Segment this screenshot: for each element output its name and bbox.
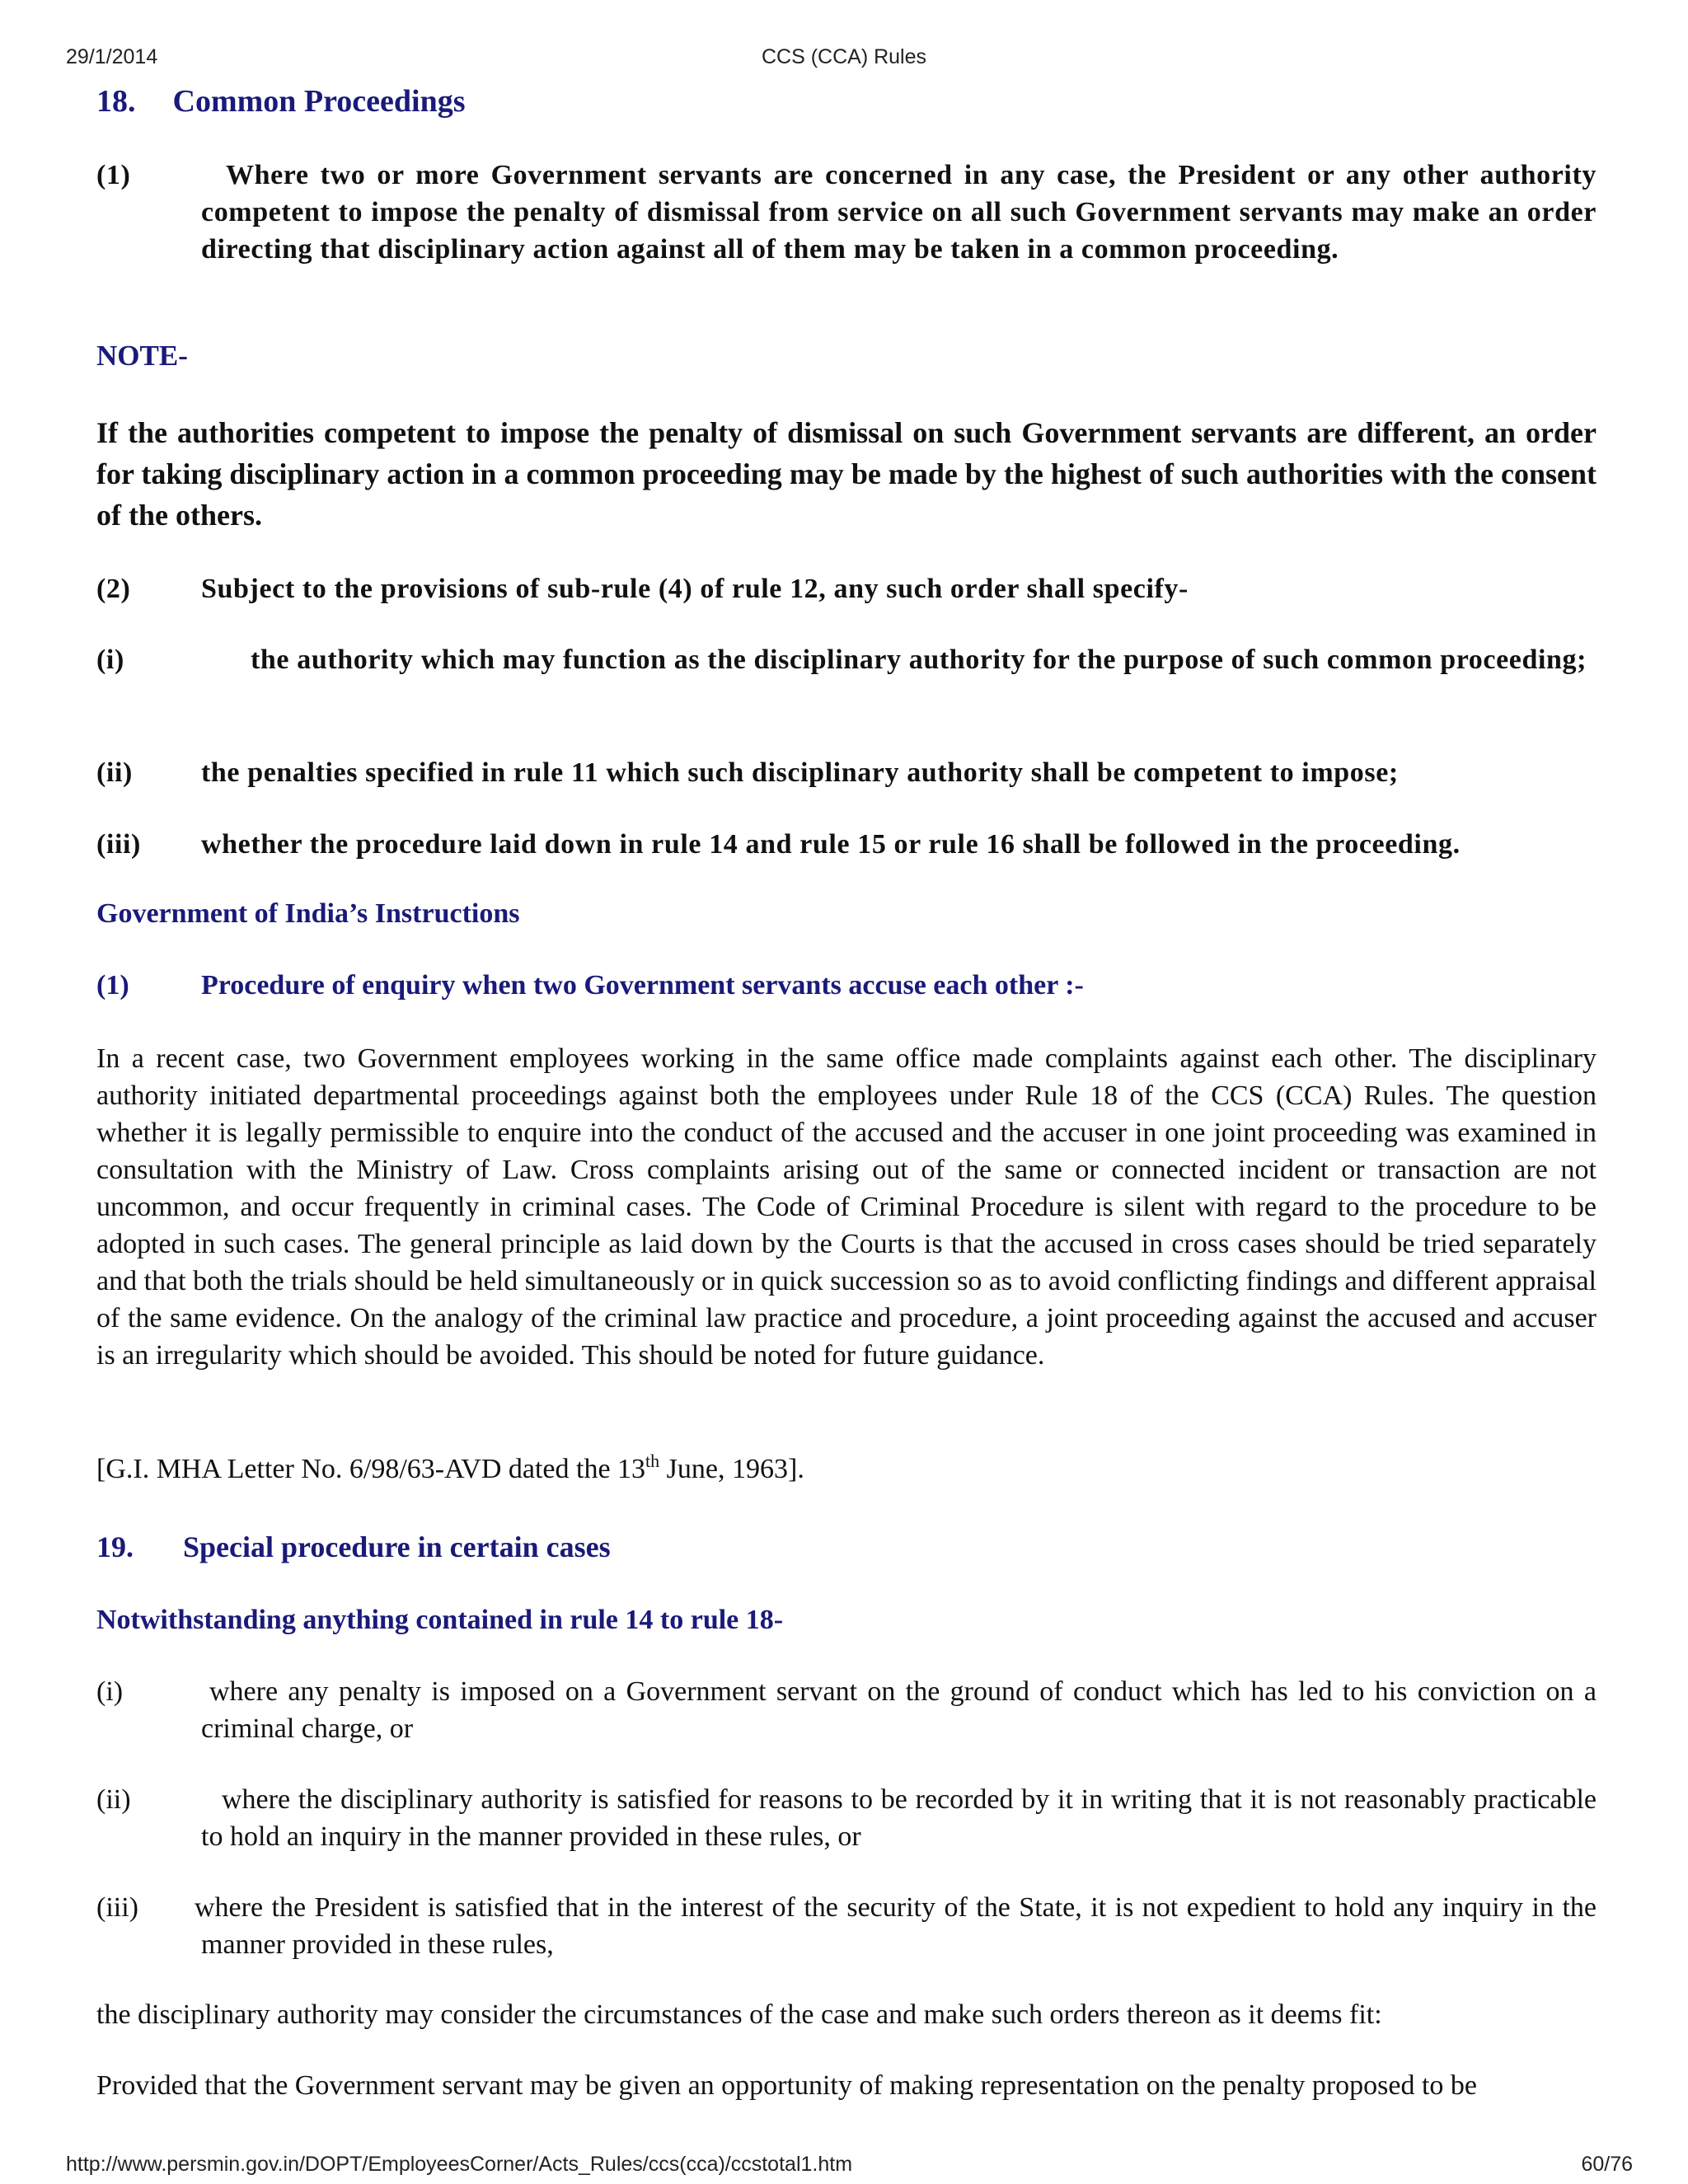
note-heading: NOTE- xyxy=(96,340,188,372)
sub-label: (i) xyxy=(96,644,124,675)
print-date: 29/1/2014 xyxy=(66,45,158,68)
rule-18-heading xyxy=(96,83,1597,120)
page-header-title: CCS (CCA) Rules xyxy=(761,45,927,68)
clause-text: Where two or more Government servants are concerned in any case, the President or any other authority competent to impose the penalty of dismissal from service on all such Government servants may make an order directing that disciplinary action against all of them may be taken in a common proceeding. xyxy=(201,160,1597,265)
sub-text: whether the procedure laid down in rule 14 and rule 15 or rule 16 shall be followed in the proceeding. xyxy=(201,829,1461,860)
sub-text: the penalties specified in rule 11 which such disciplinary authority shall be competent to impose; xyxy=(201,757,1399,788)
rule-19-intro: Notwithstanding anything contained in rule 14 to rule 18- xyxy=(96,1605,784,1635)
rule-19-sub-i xyxy=(96,1673,1597,1747)
rule-19-sub-ii xyxy=(96,1781,1597,1855)
goi-item-1-title xyxy=(96,970,1597,1001)
rule-19-proviso: Provided that the Government servant may be given an opportunity of making representation on the penalty proposed to be xyxy=(96,2070,1478,2101)
sub-label: (i) xyxy=(96,1676,124,1707)
rule-18-title: Common Proceedings xyxy=(172,84,466,119)
rule-18-sub-ii xyxy=(96,754,1597,791)
rule-19-sub-iii xyxy=(96,1889,1597,1963)
citation-date: June, 1963]. xyxy=(659,1454,804,1484)
sub-label: (iii) xyxy=(96,1892,138,1923)
sub-text: where the President is satisfied that in the interest of the security of the State, it is not expedient to hold any inquiry in the manner provided in these rules, xyxy=(195,1892,1597,1960)
sub-text: where any penalty is imposed on a Government servant on the ground of conduct which has led to his conviction on a criminal charge, or xyxy=(201,1676,1597,1744)
clause-label: (2) xyxy=(96,574,131,604)
rule-18-sub-i xyxy=(96,641,1597,678)
rule-19-number: 19. xyxy=(96,1530,134,1563)
note-text: If the authorities competent to impose the penalty of dismissal on such Government servants are different, an order for taking disciplinary action in a common proceeding may be made by the highest of such authorities with the consent of the others. xyxy=(96,416,1597,532)
item-label: (1) xyxy=(96,970,129,1001)
clause-label: (1) xyxy=(96,160,131,190)
rule-18-clause-1 xyxy=(96,157,1597,268)
sub-text: the authority which may function as the disciplinary authority for the purpose of such common proceeding; xyxy=(251,644,1587,675)
rule-18-clause-2 xyxy=(96,570,1597,607)
item-title-text: Procedure of enquiry when two Government servants accuse each other :- xyxy=(201,970,1084,1001)
sub-label: (iii) xyxy=(96,829,141,860)
citation-text: [G.I. MHA Letter No. 6/98/63-AVD dated the 13 xyxy=(96,1454,646,1484)
goi-instructions-heading: Government of India’s Instructions xyxy=(96,898,520,929)
rule-19-heading xyxy=(96,1530,1597,1564)
sub-text: where the disciplinary authority is satisfied for reasons to be recorded by it in writing that it is not reasonably practicable to hold an inquiry in the manner provided in these rules, or xyxy=(201,1784,1597,1852)
source-url: http://www.persmin.gov.in/DOPT/EmployeesCorner/Acts_Rules/ccs(cca)/ccstotal1.htm xyxy=(66,2153,853,2176)
sub-label: (ii) xyxy=(96,1784,131,1815)
citation-superscript: th xyxy=(645,1451,660,1471)
page-number: 60/76 xyxy=(1581,2153,1633,2176)
clause-text: Subject to the provisions of sub-rule (4) of rule 12, any such order shall specify- xyxy=(201,574,1189,604)
rule-18-number: 18. xyxy=(96,84,136,119)
sub-label: (ii) xyxy=(96,757,133,788)
goi-item-1-paragraph: In a recent case, two Government employees working in the same office made complaints against each other. The disciplinary authority initiated departmental proceedings against both the employees under Rule 18 of the CCS (CCA) Rules. The question whether it is legally permissible to enquire into the conduct of the accused and the accuser in one joint proceeding was examined in consultation with the Ministry of Law. Cross complaints arising out of the same or connected incident or transaction are not uncommon, and occur frequently in criminal cases. The Code of Criminal Procedure is silent with regard to the procedure to be adopted in such cases. The general principle as laid down by the Courts is that the accused in cross cases should be tried separately and that both the trials should be held simultaneously or in quick succession so as to avoid conflicting findings and different appraisal of the same evidence. On the analogy of the criminal law practice and procedure, a joint proceeding against the accused and accuser is an irregularity which should be avoided. This should be noted for future guidance. xyxy=(96,1043,1597,1371)
rule-19-title: Special procedure in certain cases xyxy=(183,1530,611,1563)
goi-citation xyxy=(96,1451,1597,1488)
rule-18-sub-iii xyxy=(96,826,1597,863)
rule-19-conclusion: the disciplinary authority may consider the circumstances of the case and make such orders thereon as it deems fit: xyxy=(96,1999,1382,2030)
